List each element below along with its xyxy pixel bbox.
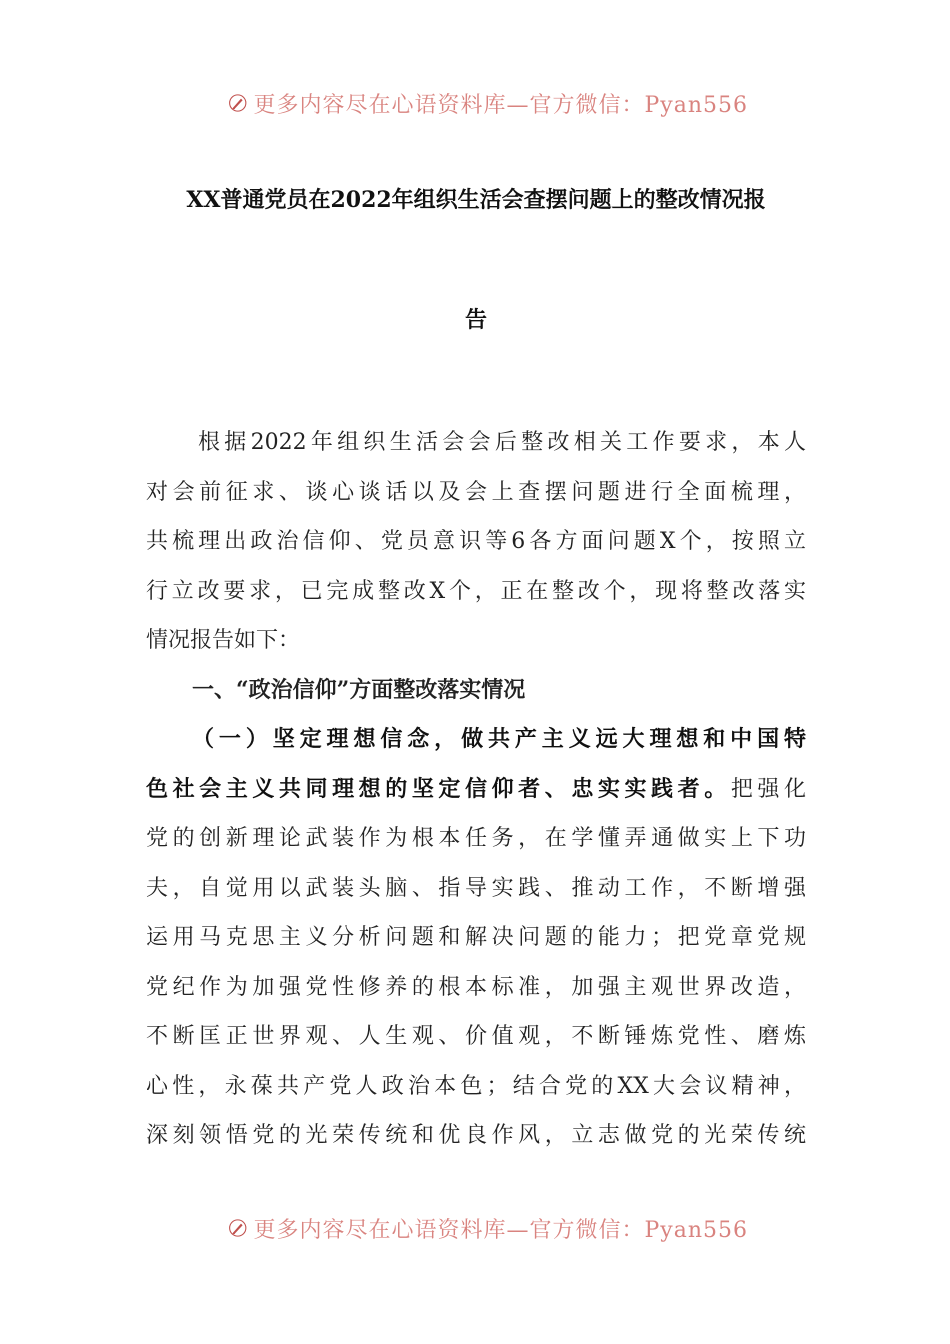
pen-logo-icon <box>228 85 247 121</box>
header-banner <box>228 83 748 123</box>
body-line: 党纪作为加强党性修养的根本标准，加强主观世界改造， <box>146 974 806 1000</box>
banner-text: 更多内容尽在心语资料库—官方微信：Pyan556 <box>253 92 748 118</box>
subsection-line <box>146 765 806 815</box>
report-body <box>146 418 806 1161</box>
intro-line: 情况报告如下： <box>146 628 301 653</box>
body-text: 把强化 <box>730 776 806 802</box>
section-heading: 一、“政治信仰”方面整改落实情况 <box>192 676 526 703</box>
subsection-heading: （一）坚定理想信念，做共产主义远大理想和中国特 <box>192 726 806 752</box>
banner-text: 更多内容尽在心语资料库—官方微信：Pyan556 <box>253 1217 748 1243</box>
body-line: 心性，永葆共产党人政治本色；结合党的XX大会议精神， <box>146 1073 806 1099</box>
report-title-line1: XX普通党员在2022年组织生活会查摆问题上的整改情况报 <box>186 187 766 213</box>
body-line: 党的创新理论武装作为根本任务，在学懂弄通做实上下功 <box>146 826 806 851</box>
intro-line: 对会前征求、谈心谈话以及会上查摆问题进行全面梳理， <box>146 479 806 505</box>
body-line: 深刻领悟党的光荣传统和优良作风，立志做党的光荣传统 <box>146 1123 806 1148</box>
report-title-line2: 告 <box>464 307 487 333</box>
body-line: 运用马克思主义分析问题和解决问题的能力；把党章党规 <box>146 925 806 950</box>
intro-line: 共梳理出政治信仰、党员意识等6各方面问题X个，按照立 <box>146 529 806 554</box>
body-line: 夫，自觉用以武装头脑、指导实践、推动工作，不断增强 <box>146 875 806 901</box>
intro-line: 根据2022年组织生活会会后整改相关工作要求，本人 <box>198 430 806 455</box>
intro-line: 行立改要求，已完成整改X个，正在整改个，现将整改落实 <box>146 578 806 604</box>
body-line: 不断匡正世界观、人生观、价值观，不断锤炼党性、磨炼 <box>146 1024 806 1049</box>
pen-logo-icon <box>228 1210 247 1246</box>
footer-banner <box>228 1208 748 1248</box>
subsection-heading-tail: 色社会主义共同理想的坚定信仰者、忠实实践者。 <box>146 775 731 802</box>
